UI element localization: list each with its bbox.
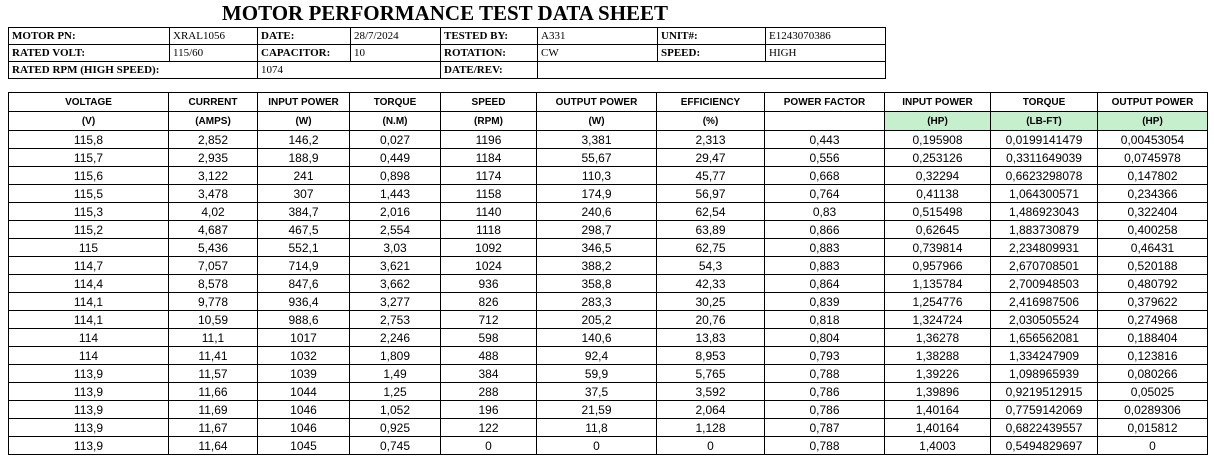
table-cell: 11,66 bbox=[169, 383, 258, 401]
table-cell: 1017 bbox=[258, 329, 350, 347]
table-row bbox=[9, 221, 1208, 239]
table-cell: 115,3 bbox=[9, 203, 169, 221]
table-cell: 2,935 bbox=[169, 149, 258, 167]
table-cell: 13,83 bbox=[657, 329, 765, 347]
table-cell: 0,883 bbox=[765, 239, 885, 257]
table-cell: 2,670708501 bbox=[991, 257, 1098, 275]
date-rev-value bbox=[538, 62, 886, 79]
table-row bbox=[9, 401, 1208, 419]
unit-header: (HP) bbox=[1098, 112, 1208, 131]
table-cell: 3,662 bbox=[350, 275, 441, 293]
table-cell: 2,700948503 bbox=[991, 275, 1098, 293]
unit-header: (N.M) bbox=[350, 112, 441, 131]
column-header: CURRENT bbox=[169, 93, 258, 112]
table-cell: 114,1 bbox=[9, 293, 169, 311]
table-cell: 0,925 bbox=[350, 419, 441, 437]
table-cell: 1,334247909 bbox=[991, 347, 1098, 365]
column-header: POWER FACTOR bbox=[765, 93, 885, 112]
unit-header: (V) bbox=[9, 112, 169, 131]
table-cell: 1,443 bbox=[350, 185, 441, 203]
table-cell: 0,00453054 bbox=[1098, 131, 1208, 149]
table-cell: 283,3 bbox=[537, 293, 657, 311]
table-cell: 146,2 bbox=[258, 131, 350, 149]
table-row bbox=[9, 275, 1208, 293]
table-cell: 1,324724 bbox=[885, 311, 991, 329]
table-cell: 0,898 bbox=[350, 167, 441, 185]
table-cell: 114 bbox=[9, 347, 169, 365]
speed-value: HIGH bbox=[766, 45, 886, 62]
table-cell: 1,064300571 bbox=[991, 185, 1098, 203]
table-cell: 8,578 bbox=[169, 275, 258, 293]
table-cell: 0,322404 bbox=[1098, 203, 1208, 221]
table-cell: 1,135784 bbox=[885, 275, 991, 293]
table-cell: 1046 bbox=[258, 401, 350, 419]
rated-rpm-label: RATED RPM (HIGH SPEED): bbox=[9, 62, 258, 79]
table-cell: 1158 bbox=[441, 185, 537, 203]
table-cell: 3,03 bbox=[350, 239, 441, 257]
table-cell: 196 bbox=[441, 401, 537, 419]
table-cell: 29,47 bbox=[657, 149, 765, 167]
performance-data-table bbox=[8, 92, 1208, 455]
table-cell: 2,030505524 bbox=[991, 311, 1098, 329]
table-cell: 114,7 bbox=[9, 257, 169, 275]
unit-header: (HP) bbox=[885, 112, 991, 131]
unit-header: (RPM) bbox=[441, 112, 537, 131]
table-row bbox=[9, 437, 1208, 455]
table-cell: 3,621 bbox=[350, 257, 441, 275]
table-cell: 0,793 bbox=[765, 347, 885, 365]
table-cell: 1,49 bbox=[350, 365, 441, 383]
date-rev-label: DATE/REV: bbox=[441, 62, 538, 79]
table-cell: 0,786 bbox=[765, 401, 885, 419]
table-cell: 1,128 bbox=[657, 419, 765, 437]
table-row bbox=[9, 365, 1208, 383]
table-cell: 3,122 bbox=[169, 167, 258, 185]
capacitor-label: CAPACITOR: bbox=[258, 45, 351, 62]
table-cell: 11,69 bbox=[169, 401, 258, 419]
table-cell: 1,39226 bbox=[885, 365, 991, 383]
table-cell: 0,027 bbox=[350, 131, 441, 149]
table-cell: 63,89 bbox=[657, 221, 765, 239]
table-row bbox=[9, 311, 1208, 329]
table-cell: 3,592 bbox=[657, 383, 765, 401]
table-cell: 205,2 bbox=[537, 311, 657, 329]
table-cell: 115,5 bbox=[9, 185, 169, 203]
rotation-value: CW bbox=[538, 45, 658, 62]
table-cell: 552,1 bbox=[258, 239, 350, 257]
table-cell: 3,277 bbox=[350, 293, 441, 311]
table-cell: 113,9 bbox=[9, 365, 169, 383]
table-cell: 0,515498 bbox=[885, 203, 991, 221]
table-cell: 115,7 bbox=[9, 149, 169, 167]
table-row bbox=[9, 185, 1208, 203]
column-header: OUTPUT POWER bbox=[1098, 93, 1208, 112]
table-cell: 0,668 bbox=[765, 167, 885, 185]
header-row bbox=[9, 93, 1208, 112]
table-cell: 0 bbox=[537, 437, 657, 455]
table-cell: 2,234809931 bbox=[991, 239, 1098, 257]
table-cell: 1,40164 bbox=[885, 401, 991, 419]
date-label: DATE: bbox=[258, 28, 351, 45]
table-cell: 0,788 bbox=[765, 437, 885, 455]
rated-volt-label: RATED VOLT: bbox=[9, 45, 170, 62]
column-header: VOLTAGE bbox=[9, 93, 169, 112]
table-cell: 56,97 bbox=[657, 185, 765, 203]
table-cell: 598 bbox=[441, 329, 537, 347]
table-cell: 0,05025 bbox=[1098, 383, 1208, 401]
column-header: INPUT POWER bbox=[885, 93, 991, 112]
table-cell: 1,486923043 bbox=[991, 203, 1098, 221]
table-cell: 0,745 bbox=[350, 437, 441, 455]
table-cell: 113,9 bbox=[9, 419, 169, 437]
table-cell: 0,41138 bbox=[885, 185, 991, 203]
table-row bbox=[9, 383, 1208, 401]
unit-header: (AMPS) bbox=[169, 112, 258, 131]
table-cell: 1,4003 bbox=[885, 437, 991, 455]
table-cell: 0,787 bbox=[765, 419, 885, 437]
table-cell: 2,554 bbox=[350, 221, 441, 239]
rated-rpm-value: 1074 bbox=[258, 62, 441, 79]
table-cell: 1092 bbox=[441, 239, 537, 257]
table-cell: 8,953 bbox=[657, 347, 765, 365]
table-cell: 0,7759142069 bbox=[991, 401, 1098, 419]
table-cell: 0,818 bbox=[765, 311, 885, 329]
table-cell: 467,5 bbox=[258, 221, 350, 239]
table-cell: 140,6 bbox=[537, 329, 657, 347]
unit-header bbox=[765, 112, 885, 131]
column-header: SPEED bbox=[441, 93, 537, 112]
table-cell: 712 bbox=[441, 311, 537, 329]
table-cell: 114,1 bbox=[9, 311, 169, 329]
table-cell: 0,147802 bbox=[1098, 167, 1208, 185]
table-cell: 11,64 bbox=[169, 437, 258, 455]
table-cell: 11,67 bbox=[169, 419, 258, 437]
table-cell: 0,188404 bbox=[1098, 329, 1208, 347]
table-cell: 115,2 bbox=[9, 221, 169, 239]
table-cell: 0,6623298078 bbox=[991, 167, 1098, 185]
column-header: INPUT POWER bbox=[258, 93, 350, 112]
unit-value: E1243070386 bbox=[766, 28, 886, 45]
table-cell: 113,9 bbox=[9, 437, 169, 455]
table-cell: 10,59 bbox=[169, 311, 258, 329]
table-cell: 113,9 bbox=[9, 383, 169, 401]
table-cell: 1045 bbox=[258, 437, 350, 455]
table-cell: 826 bbox=[441, 293, 537, 311]
table-cell: 288 bbox=[441, 383, 537, 401]
table-cell: 0,866 bbox=[765, 221, 885, 239]
rotation-label: ROTATION: bbox=[441, 45, 538, 62]
table-cell: 113,9 bbox=[9, 401, 169, 419]
table-cell: 4,02 bbox=[169, 203, 258, 221]
table-cell: 115 bbox=[9, 239, 169, 257]
table-cell: 0,080266 bbox=[1098, 365, 1208, 383]
table-cell: 1174 bbox=[441, 167, 537, 185]
table-cell: 0,804 bbox=[765, 329, 885, 347]
table-cell: 7,057 bbox=[169, 257, 258, 275]
table-cell: 188,9 bbox=[258, 149, 350, 167]
table-cell: 936,4 bbox=[258, 293, 350, 311]
table-row bbox=[9, 419, 1208, 437]
table-cell: 0,234366 bbox=[1098, 185, 1208, 203]
table-cell: 1046 bbox=[258, 419, 350, 437]
table-cell: 0,764 bbox=[765, 185, 885, 203]
speed-label: SPEED: bbox=[658, 45, 766, 62]
table-cell: 55,67 bbox=[537, 149, 657, 167]
table-row bbox=[9, 329, 1208, 347]
table-cell: 0,739814 bbox=[885, 239, 991, 257]
table-cell: 0,6822439557 bbox=[991, 419, 1098, 437]
table-row bbox=[9, 149, 1208, 167]
unit-label: UNIT#: bbox=[658, 28, 766, 45]
table-cell: 0,32294 bbox=[885, 167, 991, 185]
units-row bbox=[9, 112, 1208, 131]
table-cell: 0,5494829697 bbox=[991, 437, 1098, 455]
table-cell: 0,839 bbox=[765, 293, 885, 311]
table-cell: 54,3 bbox=[657, 257, 765, 275]
table-row bbox=[9, 131, 1208, 149]
table-cell: 5,436 bbox=[169, 239, 258, 257]
table-cell: 1,656562081 bbox=[991, 329, 1098, 347]
table-cell: 174,9 bbox=[537, 185, 657, 203]
table-cell: 0,253126 bbox=[885, 149, 991, 167]
table-cell: 0,480792 bbox=[1098, 275, 1208, 293]
table-row bbox=[9, 239, 1208, 257]
unit-header: (LB-FT) bbox=[991, 112, 1098, 131]
table-cell: 37,5 bbox=[537, 383, 657, 401]
sheet-title: MOTOR PERFORMANCE TEST DATA SHEET bbox=[221, 1, 669, 25]
table-cell: 1196 bbox=[441, 131, 537, 149]
table-cell: 11,41 bbox=[169, 347, 258, 365]
table-cell: 110,3 bbox=[537, 167, 657, 185]
motor-pn-label: MOTOR PN: bbox=[9, 28, 170, 45]
table-cell: 45,77 bbox=[657, 167, 765, 185]
table-cell: 3,381 bbox=[537, 131, 657, 149]
rated-volt-value: 115/60 bbox=[170, 45, 258, 62]
table-cell: 2,016 bbox=[350, 203, 441, 221]
unit-header: (%) bbox=[657, 112, 765, 131]
column-header: OUTPUT POWER bbox=[537, 93, 657, 112]
table-cell: 1,39896 bbox=[885, 383, 991, 401]
table-cell: 0,520188 bbox=[1098, 257, 1208, 275]
table-cell: 0,195908 bbox=[885, 131, 991, 149]
table-cell: 2,852 bbox=[169, 131, 258, 149]
table-cell: 0 bbox=[1098, 437, 1208, 455]
table-cell: 42,33 bbox=[657, 275, 765, 293]
table-cell: 1,052 bbox=[350, 401, 441, 419]
table-cell: 1,38288 bbox=[885, 347, 991, 365]
table-cell: 0,957966 bbox=[885, 257, 991, 275]
table-cell: 21,59 bbox=[537, 401, 657, 419]
table-cell: 1140 bbox=[441, 203, 537, 221]
table-cell: 0,46431 bbox=[1098, 239, 1208, 257]
table-cell: 1118 bbox=[441, 221, 537, 239]
motor-pn-value: XRAL1056 bbox=[170, 28, 258, 45]
table-cell: 936 bbox=[441, 275, 537, 293]
table-cell: 988,6 bbox=[258, 311, 350, 329]
table-cell: 115,6 bbox=[9, 167, 169, 185]
table-cell: 0,449 bbox=[350, 149, 441, 167]
table-cell: 1,098965939 bbox=[991, 365, 1098, 383]
table-cell: 0,788 bbox=[765, 365, 885, 383]
table-cell: 1024 bbox=[441, 257, 537, 275]
unit-header: (W) bbox=[537, 112, 657, 131]
table-cell: 92,4 bbox=[537, 347, 657, 365]
table-cell: 1032 bbox=[258, 347, 350, 365]
table-cell: 0,379622 bbox=[1098, 293, 1208, 311]
table-cell: 115,8 bbox=[9, 131, 169, 149]
table-cell: 384,7 bbox=[258, 203, 350, 221]
table-cell: 1,883730879 bbox=[991, 221, 1098, 239]
table-cell: 0,864 bbox=[765, 275, 885, 293]
table-cell: 9,778 bbox=[169, 293, 258, 311]
table-cell: 3,478 bbox=[169, 185, 258, 203]
table-cell: 388,2 bbox=[537, 257, 657, 275]
table-cell: 5,765 bbox=[657, 365, 765, 383]
table-cell: 0,123816 bbox=[1098, 347, 1208, 365]
table-cell: 0,3311649039 bbox=[991, 149, 1098, 167]
table-cell: 1044 bbox=[258, 383, 350, 401]
table-cell: 714,9 bbox=[258, 257, 350, 275]
table-cell: 11,8 bbox=[537, 419, 657, 437]
table-cell: 0,0199141479 bbox=[991, 131, 1098, 149]
capacitor-value: 10 bbox=[351, 45, 441, 62]
table-cell: 0 bbox=[441, 437, 537, 455]
table-cell: 11,57 bbox=[169, 365, 258, 383]
table-cell: 30,25 bbox=[657, 293, 765, 311]
table-cell: 11,1 bbox=[169, 329, 258, 347]
table-cell: 59,9 bbox=[537, 365, 657, 383]
table-cell: 1,25 bbox=[350, 383, 441, 401]
column-header: EFFICIENCY bbox=[657, 93, 765, 112]
tested-by-value: A331 bbox=[538, 28, 658, 45]
table-cell: 1,40164 bbox=[885, 419, 991, 437]
table-cell: 0,62645 bbox=[885, 221, 991, 239]
date-value: 28/7/2024 bbox=[351, 28, 441, 45]
table-row bbox=[9, 167, 1208, 185]
table-cell: 0,883 bbox=[765, 257, 885, 275]
table-row bbox=[9, 347, 1208, 365]
table-cell: 2,064 bbox=[657, 401, 765, 419]
table-cell: 114,4 bbox=[9, 275, 169, 293]
table-row bbox=[9, 293, 1208, 311]
table-cell: 0,015812 bbox=[1098, 419, 1208, 437]
table-cell: 114 bbox=[9, 329, 169, 347]
table-cell: 0,400258 bbox=[1098, 221, 1208, 239]
table-cell: 0,9219512915 bbox=[991, 383, 1098, 401]
table-cell: 307 bbox=[258, 185, 350, 203]
table-row bbox=[9, 257, 1208, 275]
table-cell: 0,556 bbox=[765, 149, 885, 167]
table-cell: 62,75 bbox=[657, 239, 765, 257]
table-cell: 0,443 bbox=[765, 131, 885, 149]
table-row bbox=[9, 203, 1208, 221]
table-cell: 241 bbox=[258, 167, 350, 185]
table-cell: 0,83 bbox=[765, 203, 885, 221]
column-header: TORQUE bbox=[350, 93, 441, 112]
table-cell: 0,0745978 bbox=[1098, 149, 1208, 167]
table-cell: 346,5 bbox=[537, 239, 657, 257]
table-cell: 298,7 bbox=[537, 221, 657, 239]
table-cell: 1039 bbox=[258, 365, 350, 383]
table-cell: 0 bbox=[657, 437, 765, 455]
table-cell: 1,36278 bbox=[885, 329, 991, 347]
table-cell: 0,274968 bbox=[1098, 311, 1208, 329]
unit-header: (W) bbox=[258, 112, 350, 131]
table-cell: 1,254776 bbox=[885, 293, 991, 311]
table-cell: 358,8 bbox=[537, 275, 657, 293]
tested-by-label: TESTED BY: bbox=[441, 28, 538, 45]
table-cell: 488 bbox=[441, 347, 537, 365]
table-cell: 2,246 bbox=[350, 329, 441, 347]
table-cell: 0,0289306 bbox=[1098, 401, 1208, 419]
table-cell: 384 bbox=[441, 365, 537, 383]
table-cell: 122 bbox=[441, 419, 537, 437]
table-cell: 4,687 bbox=[169, 221, 258, 239]
table-cell: 240,6 bbox=[537, 203, 657, 221]
table-cell: 2,313 bbox=[657, 131, 765, 149]
table-cell: 0,786 bbox=[765, 383, 885, 401]
column-header: TORQUE bbox=[991, 93, 1098, 112]
table-cell: 62,54 bbox=[657, 203, 765, 221]
table-cell: 2,753 bbox=[350, 311, 441, 329]
motor-info-table bbox=[8, 27, 886, 79]
table-cell: 847,6 bbox=[258, 275, 350, 293]
table-cell: 1184 bbox=[441, 149, 537, 167]
table-cell: 2,416987506 bbox=[991, 293, 1098, 311]
table-cell: 20,76 bbox=[657, 311, 765, 329]
table-cell: 1,809 bbox=[350, 347, 441, 365]
